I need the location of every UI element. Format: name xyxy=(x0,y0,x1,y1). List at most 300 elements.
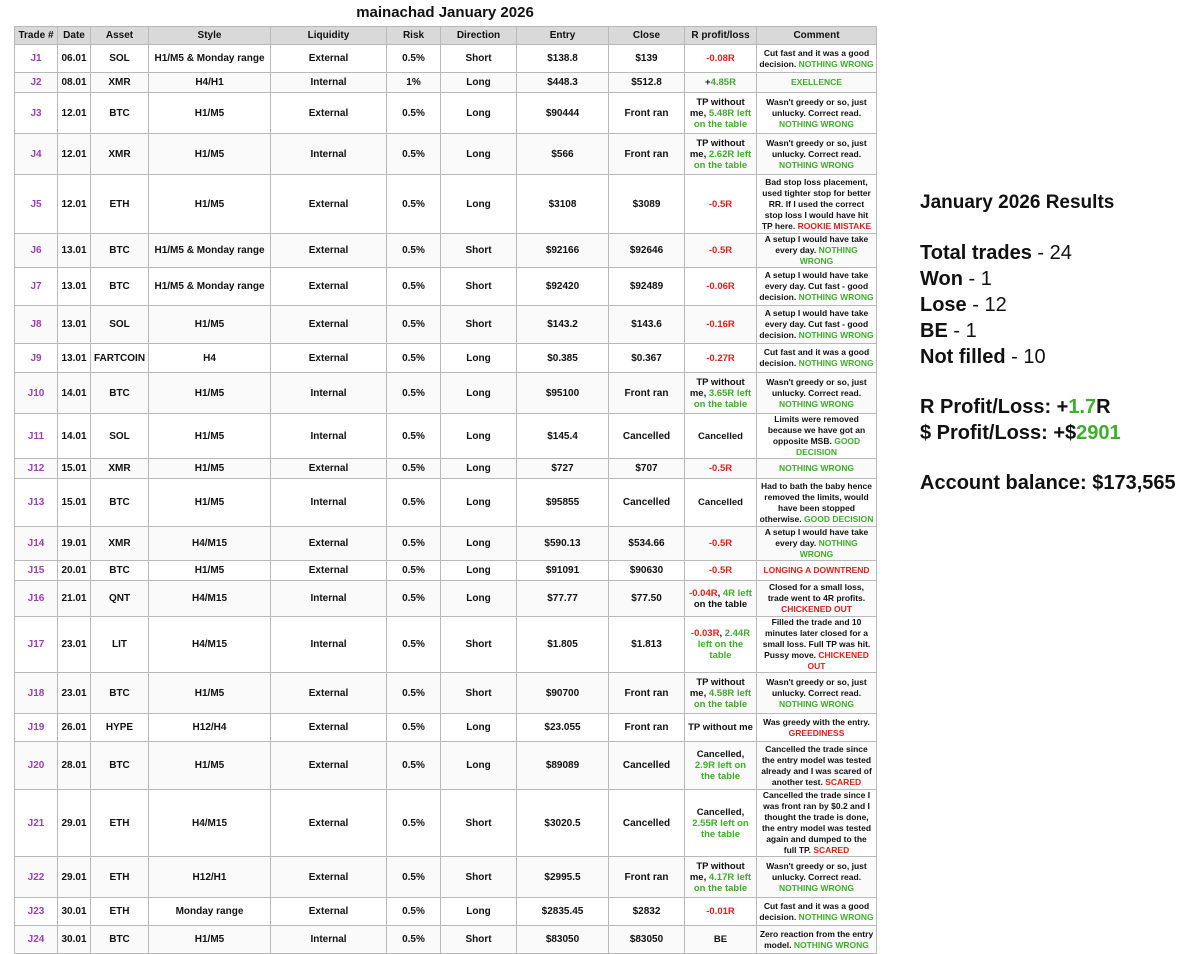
trade-r-pl xyxy=(685,93,757,134)
trade-direction: Short xyxy=(441,673,517,714)
total-trades-value: 24 xyxy=(1049,242,1072,264)
trade-date: 19.01 xyxy=(58,527,91,561)
table-row xyxy=(15,175,877,234)
be-sep: - xyxy=(947,320,966,342)
trade-id: J4 xyxy=(15,134,58,175)
trade-liquidity: External xyxy=(271,459,387,479)
trade-entry: $566 xyxy=(517,134,609,175)
trade-close: $92646 xyxy=(609,234,685,268)
trade-comment xyxy=(757,93,877,134)
trade-entry: $448.3 xyxy=(517,73,609,93)
table-row xyxy=(15,926,877,954)
trade-risk: 0.5% xyxy=(387,790,441,857)
trade-id: J24 xyxy=(15,926,58,954)
trade-id: J16 xyxy=(15,581,58,617)
trade-r-pl-segment: 2.62R left on the table xyxy=(693,148,752,171)
trade-direction: Long xyxy=(441,479,517,527)
trade-comment-segment: Wasn't greedy or so, just unlucky. Correct read. xyxy=(766,860,867,882)
trade-comment-segment: GREEDINESS xyxy=(788,727,845,738)
trade-comment-segment: Cut fast and it was a good decision. xyxy=(759,900,870,922)
trade-comment-segment: A setup I would have take every day. xyxy=(764,234,869,255)
trade-r-pl-segment: TP without me, xyxy=(689,676,745,699)
trade-close: $512.8 xyxy=(609,73,685,93)
trade-asset: ETH xyxy=(91,857,149,898)
trade-comment-segment: Cut fast and it was a good decision. xyxy=(759,47,870,69)
trade-comment-segment: A setup I would have take every day. Cut fast - good decision. xyxy=(759,308,869,340)
trade-r-pl xyxy=(685,527,757,561)
lose-label: Lose xyxy=(920,294,967,316)
trade-r-pl xyxy=(685,898,757,926)
trade-asset: HYPE xyxy=(91,714,149,742)
trade-entry: $77.77 xyxy=(517,581,609,617)
trade-comment xyxy=(757,673,877,714)
trade-comment-segment: Had to bath the baby hence removed the limits, would have been stopped otherwise. xyxy=(759,480,872,524)
trade-comment-segment: EXELLENCE xyxy=(790,77,842,87)
trade-risk: 0.5% xyxy=(387,673,441,714)
table-row xyxy=(15,73,877,93)
trade-comment-segment: Cancelled the trade since the entry model was tested already and I was scared of another test. xyxy=(761,743,872,787)
trade-comment-segment: NOTHING WRONG xyxy=(799,245,858,266)
table-header-row xyxy=(15,27,877,45)
trade-risk: 0.5% xyxy=(387,742,441,790)
col-header-date: Date xyxy=(58,27,91,45)
trade-close: $139 xyxy=(609,45,685,73)
trade-r-pl xyxy=(685,373,757,414)
trade-entry: $590.13 xyxy=(517,527,609,561)
trade-r-pl-segment: TP without me, xyxy=(689,96,745,119)
trade-close: $534.66 xyxy=(609,527,685,561)
trade-liquidity: External xyxy=(271,175,387,234)
trade-comment-segment: A setup I would have take every day. Cut fast - good decision. xyxy=(759,270,869,302)
col-header-style: Style xyxy=(149,27,271,45)
trade-comment-segment: CHICKENED OUT xyxy=(807,650,869,671)
trade-liquidity: External xyxy=(271,857,387,898)
trade-close: $707 xyxy=(609,459,685,479)
table-row xyxy=(15,581,877,617)
trade-direction: Short xyxy=(441,926,517,954)
trade-comment-segment: GOOD DECISION xyxy=(795,436,861,457)
trade-risk: 0.5% xyxy=(387,714,441,742)
trade-comment-segment: Wasn't greedy or so, just unlucky. Correct read. xyxy=(766,137,867,159)
trade-r-pl xyxy=(685,306,757,344)
trade-r-pl-segment: , xyxy=(719,628,725,639)
trade-style: H1/M5 & Monday range xyxy=(149,45,271,73)
summary-title: January 2026 Results xyxy=(920,192,1115,213)
trade-r-pl-segment: -0.5R xyxy=(708,538,733,549)
trade-date: 26.01 xyxy=(58,714,91,742)
trade-close: Front ran xyxy=(609,714,685,742)
trade-comment xyxy=(757,617,877,673)
trade-asset: XMR xyxy=(91,459,149,479)
table-row xyxy=(15,306,877,344)
trade-style: H4/H1 xyxy=(149,73,271,93)
trade-r-pl-segment: -0.5R xyxy=(708,565,733,576)
trade-r-pl-segment: Cancelled xyxy=(698,497,743,508)
col-header-entry: Entry xyxy=(517,27,609,45)
trade-date: 13.01 xyxy=(58,268,91,306)
col-header-comment: Comment xyxy=(757,27,877,45)
trade-risk: 0.5% xyxy=(387,898,441,926)
trade-style: H12/H4 xyxy=(149,714,271,742)
trade-r-pl xyxy=(685,617,757,673)
col-header-trade: Trade # xyxy=(15,27,58,45)
trade-comment-segment: Limits were removed because we have got an opposite MSB. xyxy=(767,414,866,446)
trade-r-pl-segment: TP without me, xyxy=(689,137,745,160)
trade-liquidity: External xyxy=(271,714,387,742)
trade-r-pl xyxy=(685,857,757,898)
trade-style: H1/M5 xyxy=(149,93,271,134)
trade-comment-segment: Zero reaction from the entry model. xyxy=(759,928,874,950)
table-row xyxy=(15,45,877,73)
trade-entry: $23.055 xyxy=(517,714,609,742)
trade-close: $77.50 xyxy=(609,581,685,617)
trade-risk: 0.5% xyxy=(387,857,441,898)
trade-r-pl-segment: 4.85R xyxy=(710,77,736,88)
trade-style: H1/M5 xyxy=(149,306,271,344)
trade-asset: LIT xyxy=(91,617,149,673)
trade-id: J15 xyxy=(15,561,58,581)
trade-risk: 0.5% xyxy=(387,926,441,954)
trade-asset: BTC xyxy=(91,926,149,954)
table-body xyxy=(15,45,877,954)
trade-liquidity: Internal xyxy=(271,73,387,93)
trade-entry: $91091 xyxy=(517,561,609,581)
table-row xyxy=(15,898,877,926)
trade-comment xyxy=(757,234,877,268)
trade-r-pl xyxy=(685,926,757,954)
trade-r-pl-segment: + xyxy=(705,77,711,88)
table-row xyxy=(15,373,877,414)
trade-entry: $92166 xyxy=(517,234,609,268)
trade-comment-segment: NOTHING WRONG xyxy=(798,330,874,340)
trade-date: 12.01 xyxy=(58,175,91,234)
trade-date: 20.01 xyxy=(58,561,91,581)
not-filled-value: 10 xyxy=(1023,346,1046,368)
trade-comment-segment: Filled the trade and 10 minutes later closed for a small loss. Full TP was hit. Pussy move. xyxy=(762,617,871,660)
trade-r-pl-segment: 2.44R left on the table xyxy=(697,628,751,661)
trade-comment-segment: NOTHING WRONG xyxy=(799,538,858,559)
table-row xyxy=(15,459,877,479)
trade-comment-segment: NOTHING WRONG xyxy=(778,118,855,129)
trade-r-pl xyxy=(685,714,757,742)
trade-r-pl-segment: , xyxy=(717,587,723,599)
won-sep: - xyxy=(962,268,981,290)
trade-r-pl xyxy=(685,175,757,234)
trade-liquidity: Internal xyxy=(271,134,387,175)
trade-comment-segment: NOTHING WRONG xyxy=(798,358,874,368)
table-row xyxy=(15,617,877,673)
trade-close: Front ran xyxy=(609,93,685,134)
trade-comment-segment: Wasn't greedy or so, just unlucky. Correct read. xyxy=(766,376,867,398)
trade-r-pl-segment: 3.65R left on the table xyxy=(693,387,752,410)
trade-risk: 0.5% xyxy=(387,561,441,581)
trade-comment-segment: NOTHING WRONG xyxy=(798,292,874,302)
trade-r-pl xyxy=(685,742,757,790)
col-header-direction: Direction xyxy=(441,27,517,45)
trade-risk: 1% xyxy=(387,73,441,93)
trade-asset: BTC xyxy=(91,479,149,527)
trade-id: J23 xyxy=(15,898,58,926)
table-row xyxy=(15,790,877,857)
trade-r-pl-segment: Cancelled xyxy=(698,430,743,442)
trade-comment-segment: SCARED xyxy=(825,776,862,787)
col-header-r-pl: R profit/loss xyxy=(685,27,757,45)
trade-liquidity: External xyxy=(271,790,387,857)
trade-r-pl xyxy=(685,73,757,93)
trade-asset: ETH xyxy=(91,175,149,234)
summary-total-trades xyxy=(920,240,1190,266)
trade-close: Cancelled xyxy=(609,790,685,857)
trade-close: $143.6 xyxy=(609,306,685,344)
trade-comment-segment: NOTHING WRONG xyxy=(793,939,869,950)
trade-liquidity: External xyxy=(271,561,387,581)
trade-comment-segment: LONGING A DOWNTREND xyxy=(763,565,870,575)
trade-comment xyxy=(757,73,877,93)
trade-id: J13 xyxy=(15,479,58,527)
trade-asset: ETH xyxy=(91,790,149,857)
trade-style: H1/M5 & Monday range xyxy=(149,268,271,306)
trade-r-pl xyxy=(685,268,757,306)
trade-comment-segment: NOTHING WRONG xyxy=(778,698,855,709)
trade-risk: 0.5% xyxy=(387,373,441,414)
trade-r-pl-segment: Cancelled, xyxy=(696,806,745,818)
not-filled-label: Not filled xyxy=(920,346,1006,368)
table-row xyxy=(15,527,877,561)
trade-liquidity: External xyxy=(271,742,387,790)
trade-comment xyxy=(757,45,877,73)
won-label: Won xyxy=(920,268,963,290)
trade-direction: Short xyxy=(441,790,517,857)
trade-comment xyxy=(757,373,877,414)
trade-comment-segment: CHICKENED OUT xyxy=(781,604,852,614)
trade-entry: $89089 xyxy=(517,742,609,790)
trade-r-pl-segment: -0.5R xyxy=(708,245,733,256)
trade-direction: Short xyxy=(441,268,517,306)
trade-id: J10 xyxy=(15,373,58,414)
trade-close: Cancelled xyxy=(609,414,685,459)
table-row xyxy=(15,714,877,742)
trade-liquidity: Internal xyxy=(271,926,387,954)
r-pl-sign: + xyxy=(1056,396,1069,418)
trade-direction: Long xyxy=(441,414,517,459)
be-label: BE xyxy=(920,320,948,342)
trade-r-pl-segment: 2.55R left on the table xyxy=(692,817,749,840)
trade-r-pl-segment: TP without me, xyxy=(689,376,745,399)
summary-account-balance: Account balance: $173,565 xyxy=(920,472,1176,494)
table-row xyxy=(15,561,877,581)
trade-r-pl-segment: -0.08R xyxy=(706,53,735,64)
trade-r-pl xyxy=(685,134,757,175)
trade-comment xyxy=(757,414,877,459)
trade-liquidity: External xyxy=(271,45,387,73)
trade-liquidity: External xyxy=(271,234,387,268)
trade-comment xyxy=(757,742,877,790)
trade-comment-segment: NOTHING WRONG xyxy=(778,398,855,409)
trade-liquidity: Internal xyxy=(271,617,387,673)
trade-id: J21 xyxy=(15,790,58,857)
trade-r-pl-segment: Cancelled, xyxy=(696,749,745,760)
trade-comment xyxy=(757,714,877,742)
trade-id: J18 xyxy=(15,673,58,714)
trade-date: 13.01 xyxy=(58,234,91,268)
trade-risk: 0.5% xyxy=(387,306,441,344)
trade-comment xyxy=(757,561,877,581)
r-pl-unit: R xyxy=(1096,396,1111,418)
trade-style: Monday range xyxy=(149,898,271,926)
trade-close: $2832 xyxy=(609,898,685,926)
trade-comment xyxy=(757,306,877,344)
trade-r-pl xyxy=(685,344,757,373)
trade-id: J20 xyxy=(15,742,58,790)
trade-direction: Long xyxy=(441,373,517,414)
trade-comment-segment: NOTHING WRONG xyxy=(778,159,855,170)
trade-style: H4 xyxy=(149,344,271,373)
trade-style: H1/M5 xyxy=(149,175,271,234)
trade-close: $83050 xyxy=(609,926,685,954)
trade-style: H1/M5 xyxy=(149,414,271,459)
summary-won xyxy=(920,266,1190,292)
trade-liquidity: External xyxy=(271,673,387,714)
trade-id: J8 xyxy=(15,306,58,344)
trade-r-pl-segment: 4R left xyxy=(722,587,752,599)
trade-direction: Short xyxy=(441,617,517,673)
trade-risk: 0.5% xyxy=(387,581,441,617)
trade-liquidity: External xyxy=(271,344,387,373)
trade-style: H1/M5 xyxy=(149,459,271,479)
trade-comment xyxy=(757,268,877,306)
trade-r-pl-segment: 5.48R left on the table xyxy=(693,107,752,130)
trade-entry: $83050 xyxy=(517,926,609,954)
trade-risk: 0.5% xyxy=(387,459,441,479)
summary-r-pl xyxy=(920,394,1190,420)
trade-comment xyxy=(757,857,877,898)
trade-comment xyxy=(757,134,877,175)
trade-id: J9 xyxy=(15,344,58,373)
trade-r-pl-segment: TP without me, xyxy=(689,860,745,883)
trade-comment-segment: Closed for a small loss, trade went to 4R profits. xyxy=(767,582,866,603)
trade-id: J5 xyxy=(15,175,58,234)
trade-date: 13.01 xyxy=(58,344,91,373)
trade-comment-segment: NOTHING WRONG xyxy=(778,463,855,473)
trade-comment xyxy=(757,479,877,527)
trade-liquidity: Internal xyxy=(271,479,387,527)
trade-direction: Long xyxy=(441,93,517,134)
trade-entry: $138.8 xyxy=(517,45,609,73)
trade-comment xyxy=(757,898,877,926)
trade-asset: BTC xyxy=(91,673,149,714)
trade-risk: 0.5% xyxy=(387,45,441,73)
trade-date: 21.01 xyxy=(58,581,91,617)
trade-direction: Long xyxy=(441,73,517,93)
trade-id: J7 xyxy=(15,268,58,306)
table-row xyxy=(15,93,877,134)
trade-style: H12/H1 xyxy=(149,857,271,898)
table-row xyxy=(15,479,877,527)
table-row xyxy=(15,234,877,268)
trade-asset: SOL xyxy=(91,306,149,344)
trade-id: J11 xyxy=(15,414,58,459)
trade-direction: Short xyxy=(441,306,517,344)
trade-date: 14.01 xyxy=(58,373,91,414)
trade-direction: Long xyxy=(441,714,517,742)
trade-comment-segment: SCARED xyxy=(813,845,850,855)
trade-asset: FARTCOIN xyxy=(91,344,149,373)
trade-id: J1 xyxy=(15,45,58,73)
trade-r-pl xyxy=(685,234,757,268)
trade-entry: $95100 xyxy=(517,373,609,414)
trade-date: 30.01 xyxy=(58,926,91,954)
trade-date: 30.01 xyxy=(58,898,91,926)
trade-date: 15.01 xyxy=(58,459,91,479)
trade-risk: 0.5% xyxy=(387,93,441,134)
trade-r-pl xyxy=(685,581,757,617)
table-row xyxy=(15,673,877,714)
trade-risk: 0.5% xyxy=(387,234,441,268)
trade-direction: Long xyxy=(441,581,517,617)
trade-entry: $727 xyxy=(517,459,609,479)
trade-entry: $2835.45 xyxy=(517,898,609,926)
lose-sep: - xyxy=(966,294,985,316)
trade-asset: SOL xyxy=(91,45,149,73)
trade-liquidity: External xyxy=(271,898,387,926)
trade-date: 12.01 xyxy=(58,93,91,134)
page-title: mainachad January 2026 xyxy=(356,4,534,21)
table-row xyxy=(15,134,877,175)
table-row xyxy=(15,857,877,898)
trade-direction: Long xyxy=(441,561,517,581)
trade-date: 29.01 xyxy=(58,790,91,857)
trade-comment xyxy=(757,926,877,954)
trade-r-pl xyxy=(685,673,757,714)
trade-asset: XMR xyxy=(91,134,149,175)
trade-entry: $143.2 xyxy=(517,306,609,344)
trade-comment-segment: Wasn't greedy or so, just unlucky. Correct read. xyxy=(766,676,867,698)
table-row xyxy=(15,344,877,373)
trade-asset: ETH xyxy=(91,898,149,926)
col-header-asset: Asset xyxy=(91,27,149,45)
trade-journal-table xyxy=(14,26,877,954)
table-row xyxy=(15,742,877,790)
r-pl-value: 1.7 xyxy=(1068,396,1097,418)
trade-entry: $145.4 xyxy=(517,414,609,459)
trade-style: H1/M5 xyxy=(149,134,271,175)
trade-liquidity: External xyxy=(271,527,387,561)
total-trades-sep: - xyxy=(1031,242,1050,264)
trade-close: Front ran xyxy=(609,373,685,414)
trade-close: Front ran xyxy=(609,857,685,898)
trade-close: $92489 xyxy=(609,268,685,306)
trade-direction: Long xyxy=(441,459,517,479)
trade-risk: 0.5% xyxy=(387,527,441,561)
trade-date: 29.01 xyxy=(58,857,91,898)
trade-comment xyxy=(757,459,877,479)
trade-style: H1/M5 xyxy=(149,561,271,581)
trade-comment xyxy=(757,175,877,234)
trade-comment-segment: Was greedy with the entry. xyxy=(763,716,870,727)
trade-close: Cancelled xyxy=(609,742,685,790)
trade-id: J14 xyxy=(15,527,58,561)
trade-direction: Short xyxy=(441,234,517,268)
trade-risk: 0.5% xyxy=(387,134,441,175)
trade-r-pl-segment: -0.16R xyxy=(706,319,735,330)
usd-pl-value: 2901 xyxy=(1076,422,1121,444)
trade-liquidity: External xyxy=(271,93,387,134)
usd-pl-label: $ Profit/Loss: xyxy=(920,422,1054,444)
trade-r-pl-segment: 4.17R left on the table xyxy=(693,871,752,894)
trade-r-pl-segment: on the table xyxy=(693,598,748,610)
trade-liquidity: Internal xyxy=(271,373,387,414)
trade-comment xyxy=(757,790,877,857)
